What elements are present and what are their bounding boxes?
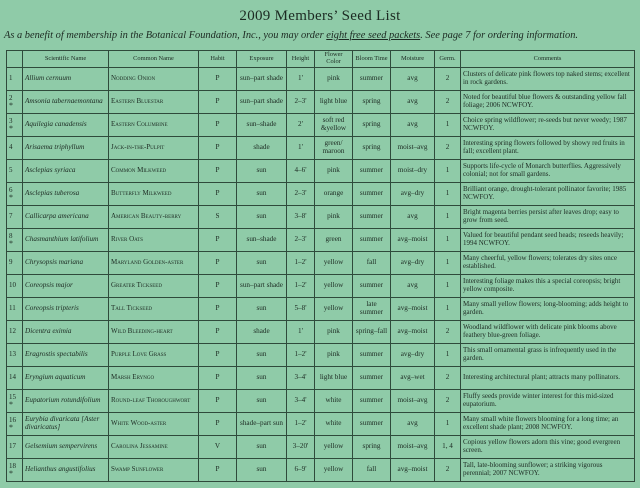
header-flower-color: Flower Color	[315, 51, 353, 68]
cell-height: 1'	[287, 137, 315, 160]
cell-height: 2–3'	[287, 91, 315, 114]
cell-exposure: sun–part shade	[237, 275, 287, 298]
cell-exposure: shade	[237, 321, 287, 344]
cell-germination: 2	[435, 68, 461, 91]
table-row	[7, 344, 635, 367]
cell-moisture: moist–dry	[391, 160, 435, 183]
header-row	[7, 51, 635, 68]
row-number-text: 15	[9, 393, 16, 402]
cell-flower-color: pink	[315, 344, 353, 367]
cell-height: 3–4'	[287, 390, 315, 413]
cell-height: 1'	[287, 321, 315, 344]
cell-moisture: moist–avg	[391, 436, 435, 459]
cell-scientific-name: Coreopsis major	[23, 275, 109, 298]
cell-height: 3–20'	[287, 436, 315, 459]
cell-common-name: Round-leaf Thoroughwort	[109, 390, 199, 413]
cell-scientific-name: Asclepias tuberosa	[23, 183, 109, 206]
cell-height: 4–6'	[287, 160, 315, 183]
cell-habit: S	[199, 206, 237, 229]
cell-scientific-name: Callicarpa americana	[23, 206, 109, 229]
cell-habit: P	[199, 390, 237, 413]
header-number	[7, 51, 23, 68]
cell-scientific-name: Dicentra eximia	[23, 321, 109, 344]
cell-scientific-name: Chrysopsis mariana	[23, 252, 109, 275]
row-number-text: 8	[9, 232, 13, 241]
cell-comments: Many small yellow flowers; long-blooming; adds height to garden.	[461, 298, 635, 321]
cell-habit: P	[199, 321, 237, 344]
cell-common-name: Carolina Jessamine	[109, 436, 199, 459]
cell-flower-color: white	[315, 413, 353, 436]
cell-row-number	[7, 436, 23, 459]
table-row	[7, 68, 635, 91]
cell-habit: P	[199, 413, 237, 436]
cell-exposure: sun–shade	[237, 114, 287, 137]
cell-row-number	[7, 390, 23, 413]
cell-scientific-name: Eryngium aquaticum	[23, 367, 109, 390]
cell-flower-color: yellow	[315, 298, 353, 321]
cell-comments: Brilliant orange, drought-tolerant pollinator favorite; 1985 NCWFOY.	[461, 183, 635, 206]
cell-common-name: Purple Love Grass	[109, 344, 199, 367]
cell-row-number	[7, 229, 23, 252]
cell-height: 2'	[287, 114, 315, 137]
cell-exposure: sun–shade	[237, 229, 287, 252]
cell-comments: Valued for beautiful pendant seed heads; reseeds heavily; 1994 NCWFOY.	[461, 229, 635, 252]
cell-comments: Supports life-cycle of Monarch butterflies. Aggressively colonial; not for small gardens.	[461, 160, 635, 183]
cell-habit: P	[199, 160, 237, 183]
cell-row-number	[7, 68, 23, 91]
table-row	[7, 252, 635, 275]
cell-germination: 1	[435, 160, 461, 183]
cell-common-name: Nodding Onion	[109, 68, 199, 91]
subtitle-underlined-text: eight free seed packets	[326, 30, 421, 41]
table-row	[7, 413, 635, 436]
table-row	[7, 91, 635, 114]
cell-habit: P	[199, 298, 237, 321]
cell-germination: 2	[435, 459, 461, 482]
cell-flower-color: yellow	[315, 436, 353, 459]
cell-germination: 2	[435, 390, 461, 413]
cell-habit: P	[199, 183, 237, 206]
cell-common-name: Jack-in-the-Pulpit	[109, 137, 199, 160]
row-number-text: 6	[9, 186, 13, 195]
cell-scientific-name: Aquilegia canadensis	[23, 114, 109, 137]
cell-germination: 1	[435, 114, 461, 137]
cell-germination: 1	[435, 206, 461, 229]
cell-scientific-name: Helianthus angustifolius	[23, 459, 109, 482]
cell-flower-color: light blue	[315, 91, 353, 114]
cell-scientific-name: Eurybia divaricata [Aster divaricatus]	[23, 413, 109, 436]
table-row	[7, 436, 635, 459]
row-number-text: 14	[9, 373, 16, 382]
cell-moisture: avg	[391, 68, 435, 91]
table-row	[7, 298, 635, 321]
cell-moisture: avg	[391, 91, 435, 114]
cell-habit: P	[199, 344, 237, 367]
cell-scientific-name: Allium cernuum	[23, 68, 109, 91]
table-row	[7, 137, 635, 160]
cell-germination: 1	[435, 252, 461, 275]
cell-flower-color: yellow	[315, 275, 353, 298]
cell-flower-color: yellow	[315, 252, 353, 275]
row-number-text: 12	[9, 327, 16, 336]
header-habit: Habit	[199, 51, 237, 68]
cell-flower-color: green	[315, 229, 353, 252]
cell-moisture: avg–moist	[391, 321, 435, 344]
cell-moisture: avg	[391, 413, 435, 436]
cell-scientific-name: Eupatorium rotundifolium	[23, 390, 109, 413]
cell-row-number	[7, 459, 23, 482]
cell-comments: Interesting spring flowers followed by showy red fruits in fall; excellent plant.	[461, 137, 635, 160]
cell-germination: 1	[435, 344, 461, 367]
cell-bloom-time: summer	[353, 275, 391, 298]
cell-moisture: avg	[391, 275, 435, 298]
cell-row-number	[7, 275, 23, 298]
cell-scientific-name: Amsonia tabernaemontana	[23, 91, 109, 114]
cell-height: 3–8'	[287, 206, 315, 229]
cell-bloom-time: fall	[353, 252, 391, 275]
table-row	[7, 459, 635, 482]
cell-bloom-time: spring–fall	[353, 321, 391, 344]
cell-bloom-time: summer	[353, 367, 391, 390]
cell-moisture: avg–dry	[391, 183, 435, 206]
cell-habit: P	[199, 252, 237, 275]
row-number-text: 3	[9, 117, 13, 126]
cell-comments: Many small white flowers blooming for a long time; an excellent shade plant; 2008 NCWFOY.	[461, 413, 635, 436]
page-title: 2009 Members’ Seed List	[239, 8, 401, 24]
cell-flower-color: light blue	[315, 367, 353, 390]
cell-row-number	[7, 160, 23, 183]
cell-exposure: sun	[237, 206, 287, 229]
cell-row-number	[7, 321, 23, 344]
cell-habit: P	[199, 459, 237, 482]
cell-habit: V	[199, 436, 237, 459]
table-row	[7, 367, 635, 390]
cell-bloom-time: summer	[353, 344, 391, 367]
cell-bloom-time: summer	[353, 390, 391, 413]
cell-germination: 2	[435, 321, 461, 344]
cell-exposure: sun	[237, 459, 287, 482]
cell-flower-color: white	[315, 390, 353, 413]
cell-bloom-time: late summer	[353, 298, 391, 321]
cell-moisture: avg–moist	[391, 459, 435, 482]
header-moisture: Moisture	[391, 51, 435, 68]
table-row	[7, 206, 635, 229]
cell-common-name: River Oats	[109, 229, 199, 252]
row-number-text: 11	[9, 304, 16, 313]
cell-germination: 1, 4	[435, 436, 461, 459]
cell-row-number	[7, 206, 23, 229]
row-number-text: 17	[9, 442, 16, 451]
cell-flower-color: soft red &yellow	[315, 114, 353, 137]
table-row	[7, 114, 635, 137]
cell-common-name: White Wood-aster	[109, 413, 199, 436]
cell-row-number	[7, 367, 23, 390]
cell-bloom-time: summer	[353, 68, 391, 91]
cell-comments: Copious yellow flowers adorn this vine; good evergreen screen.	[461, 436, 635, 459]
cell-row-number	[7, 413, 23, 436]
cell-germination: 2	[435, 137, 461, 160]
cell-common-name: Common Milkweed	[109, 160, 199, 183]
cell-flower-color: orange	[315, 183, 353, 206]
cell-moisture: avg–wet	[391, 367, 435, 390]
cell-height: 1–2'	[287, 275, 315, 298]
cell-habit: P	[199, 137, 237, 160]
cell-flower-color: pink	[315, 68, 353, 91]
row-number-text: 5	[9, 166, 13, 175]
featured-star-marker: *	[9, 123, 13, 133]
cell-germination: 2	[435, 91, 461, 114]
header-common-name: Common Name	[109, 51, 199, 68]
cell-flower-color: pink	[315, 321, 353, 344]
cell-height: 3–4'	[287, 367, 315, 390]
cell-common-name: Eastern Columbine	[109, 114, 199, 137]
cell-bloom-time: summer	[353, 206, 391, 229]
cell-habit: P	[199, 68, 237, 91]
cell-height: 2–3'	[287, 183, 315, 206]
cell-bloom-time: fall	[353, 459, 391, 482]
cell-comments: Many cheerful, yellow flowers; tolerates dry sites once established.	[461, 252, 635, 275]
cell-common-name: Tall Tickseed	[109, 298, 199, 321]
cell-comments: Interesting foliage makes this a special coreopsis; bright yellow composite.	[461, 275, 635, 298]
cell-height: 1–2'	[287, 252, 315, 275]
cell-bloom-time: spring	[353, 91, 391, 114]
cell-germination: 1	[435, 413, 461, 436]
header-bloom-time: Bloom Time	[353, 51, 391, 68]
row-number-text: 18	[9, 462, 16, 471]
cell-moisture: moist–avg	[391, 137, 435, 160]
cell-moisture: avg	[391, 206, 435, 229]
cell-common-name: American Beauty-berry	[109, 206, 199, 229]
cell-bloom-time: summer	[353, 413, 391, 436]
cell-common-name: Maryland Golden-aster	[109, 252, 199, 275]
cell-comments: This small ornamental grass is infrequently used in the garden.	[461, 344, 635, 367]
cell-height: 6–9'	[287, 459, 315, 482]
table-row	[7, 390, 635, 413]
cell-height: 2–3'	[287, 229, 315, 252]
cell-row-number	[7, 114, 23, 137]
cell-habit: P	[199, 229, 237, 252]
row-number-text: 16	[9, 416, 16, 425]
cell-exposure: sun	[237, 436, 287, 459]
seed-table	[6, 50, 635, 482]
cell-comments: Interesting architectural plant; attracts many pollinators.	[461, 367, 635, 390]
cell-row-number	[7, 252, 23, 275]
subtitle-text-start: As a benefit of membership in the Botanical Foundation, Inc., you may order	[4, 30, 327, 41]
header-comments: Comments	[461, 51, 635, 68]
row-number-text: 1	[9, 74, 13, 83]
cell-moisture: avg	[391, 114, 435, 137]
header-germination: Germ.	[435, 51, 461, 68]
row-number-text: 9	[9, 258, 13, 267]
cell-germination: 1	[435, 183, 461, 206]
row-number-text: 13	[9, 350, 16, 359]
cell-flower-color: pink	[315, 160, 353, 183]
cell-common-name: Greater Tickseed	[109, 275, 199, 298]
cell-flower-color: yellow	[315, 459, 353, 482]
featured-star-marker: *	[9, 238, 13, 248]
cell-comments: Woodland wildflower with delicate pink blooms above feathery blue-green foliage.	[461, 321, 635, 344]
featured-star-marker: *	[9, 100, 13, 110]
cell-row-number	[7, 183, 23, 206]
header-scientific-name: Scientific Name	[23, 51, 109, 68]
cell-height: 1–2'	[287, 344, 315, 367]
cell-comments: Bright magenta berries persist after leaves drop; easy to grow from seed.	[461, 206, 635, 229]
cell-bloom-time: spring	[353, 137, 391, 160]
cell-bloom-time: summer	[353, 183, 391, 206]
table-row	[7, 160, 635, 183]
cell-comments: Tall, late-blooming sunflower; a striking vigorous perennial; 2007 NCWFOY.	[461, 459, 635, 482]
cell-row-number	[7, 91, 23, 114]
cell-common-name: Wild Bleeding-heart	[109, 321, 199, 344]
page-subtitle	[4, 30, 640, 41]
cell-exposure: sun–part shade	[237, 68, 287, 91]
cell-exposure: sun	[237, 252, 287, 275]
cell-common-name: Marsh Eryngo	[109, 367, 199, 390]
cell-common-name: Swamp Sunflower	[109, 459, 199, 482]
cell-flower-color: green/ maroon	[315, 137, 353, 160]
cell-moisture: moist–avg	[391, 390, 435, 413]
cell-row-number	[7, 137, 23, 160]
cell-germination: 1	[435, 298, 461, 321]
cell-exposure: sun	[237, 344, 287, 367]
header-height: Height	[287, 51, 315, 68]
cell-moisture: avg–moist	[391, 229, 435, 252]
cell-exposure: shade	[237, 137, 287, 160]
cell-germination: 1	[435, 229, 461, 252]
cell-height: 1'	[287, 68, 315, 91]
cell-exposure: sun	[237, 298, 287, 321]
table-row	[7, 183, 635, 206]
cell-row-number	[7, 344, 23, 367]
cell-exposure: shade–part sun	[237, 413, 287, 436]
featured-star-marker: *	[9, 399, 13, 409]
cell-row-number	[7, 298, 23, 321]
cell-comments: Fluffy seeds provide winter interest for this mid-sized eupatorium.	[461, 390, 635, 413]
row-number-text: 7	[9, 212, 13, 221]
cell-height: 5–8'	[287, 298, 315, 321]
cell-habit: P	[199, 367, 237, 390]
featured-star-marker: *	[9, 192, 13, 202]
cell-bloom-time: spring	[353, 436, 391, 459]
cell-height: 1–2'	[287, 413, 315, 436]
featured-star-marker: *	[9, 468, 13, 478]
cell-moisture: avg–moist	[391, 298, 435, 321]
cell-moisture: avg–dry	[391, 252, 435, 275]
cell-exposure: sun	[237, 367, 287, 390]
cell-habit: P	[199, 114, 237, 137]
cell-scientific-name: Asclepias syriaca	[23, 160, 109, 183]
cell-scientific-name: Eragrostis spectabilis	[23, 344, 109, 367]
cell-flower-color: pink	[315, 206, 353, 229]
table-row	[7, 275, 635, 298]
row-number-text: 2	[9, 94, 13, 103]
row-number-text: 10	[9, 281, 16, 290]
cell-germination: 1	[435, 275, 461, 298]
featured-star-marker: *	[9, 422, 13, 432]
cell-bloom-time: summer	[353, 229, 391, 252]
cell-scientific-name: Gelsemium sempervirens	[23, 436, 109, 459]
cell-common-name: Butterfly Milkweed	[109, 183, 199, 206]
cell-exposure: sun	[237, 390, 287, 413]
cell-comments: Noted for beautiful blue flowers & outstanding yellow fall foliage; 2006 NCWFOY.	[461, 91, 635, 114]
cell-exposure: sun	[237, 160, 287, 183]
table-row	[7, 321, 635, 344]
table-row	[7, 229, 635, 252]
cell-scientific-name: Arisaema triphyllum	[23, 137, 109, 160]
cell-exposure: sun	[237, 183, 287, 206]
cell-habit: P	[199, 91, 237, 114]
cell-bloom-time: spring	[353, 114, 391, 137]
cell-exposure: sun–part shade	[237, 91, 287, 114]
cell-germination: 2	[435, 367, 461, 390]
cell-comments: Clusters of delicate pink flowers top naked stems; excellent in rock gardens.	[461, 68, 635, 91]
cell-bloom-time: summer	[353, 160, 391, 183]
cell-scientific-name: Chasmanthium latifolium	[23, 229, 109, 252]
cell-habit: P	[199, 275, 237, 298]
header-exposure: Exposure	[237, 51, 287, 68]
cell-comments: Choice spring wildflower; re-seeds but never weedy; 1987 NCWFOY.	[461, 114, 635, 137]
cell-moisture: avg–dry	[391, 344, 435, 367]
cell-scientific-name: Coreopsis tripteris	[23, 298, 109, 321]
cell-common-name: Eastern Bluestar	[109, 91, 199, 114]
subtitle-text-end: . See page 7 for ordering information.	[420, 30, 578, 41]
row-number-text: 4	[9, 143, 13, 152]
